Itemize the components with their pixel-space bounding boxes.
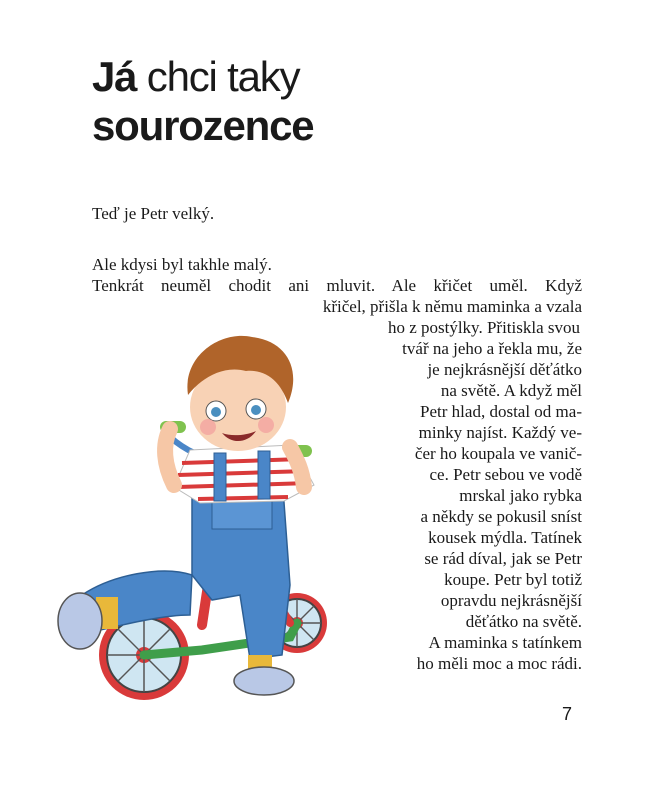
title-line-1 bbox=[92, 52, 313, 101]
story-line: křičel, přišla k němu maminka a vzala bbox=[322, 297, 582, 316]
story-line: tvář na jeho a řekla mu, že bbox=[402, 339, 582, 358]
story-line: děťátko na světě. bbox=[465, 612, 582, 631]
story-line: mrskal jako rybka bbox=[459, 486, 582, 505]
page-number: 7 bbox=[561, 704, 572, 724]
story-line: A maminka s tatínkem bbox=[428, 633, 582, 652]
boy-head bbox=[187, 336, 293, 451]
story-line: Tenkrát neuměl chodit ani mluvit. Ale křičet uměl. Když bbox=[92, 276, 582, 295]
left-shoe bbox=[58, 593, 102, 649]
title-bold-word: Já bbox=[92, 53, 137, 100]
story-line: ho měli moc a moc rádi. bbox=[416, 654, 582, 673]
intro-line-1: Teď je Petr velký. bbox=[92, 204, 215, 223]
left-arm bbox=[165, 429, 174, 485]
story-line: ho z postýlky. Přitiskla svou bbox=[387, 318, 580, 337]
story-line: se rád díval, jak se Petr bbox=[424, 549, 582, 568]
story-line: Petr hlad, dostal od ma- bbox=[420, 402, 582, 421]
title-rest: chci taky bbox=[136, 53, 300, 100]
chapter-title bbox=[92, 52, 313, 150]
story-line: minky najíst. Každý ve- bbox=[418, 423, 582, 442]
story-line: koupe. Petr byl totiž bbox=[444, 570, 582, 589]
story-line: opravdu nejkrásnější bbox=[440, 591, 582, 610]
story-line: čer ho koupala ve vanič- bbox=[414, 444, 582, 463]
story-line: ce. Petr sebou ve vodě bbox=[429, 465, 582, 484]
story-line: je nejkrásnější děťátko bbox=[427, 360, 582, 379]
title-line-2: sourozence bbox=[92, 102, 314, 149]
story-line: kousek mýdla. Tatínek bbox=[428, 528, 582, 547]
intro-line-2: Ale kdysi byl takhle malý. bbox=[92, 255, 272, 274]
story-line: na světě. A když měl bbox=[440, 381, 582, 400]
right-shoe bbox=[234, 667, 294, 695]
boy-on-scooter-illustration bbox=[52, 325, 342, 715]
story-line: a někdy se pokusil sníst bbox=[420, 507, 582, 526]
